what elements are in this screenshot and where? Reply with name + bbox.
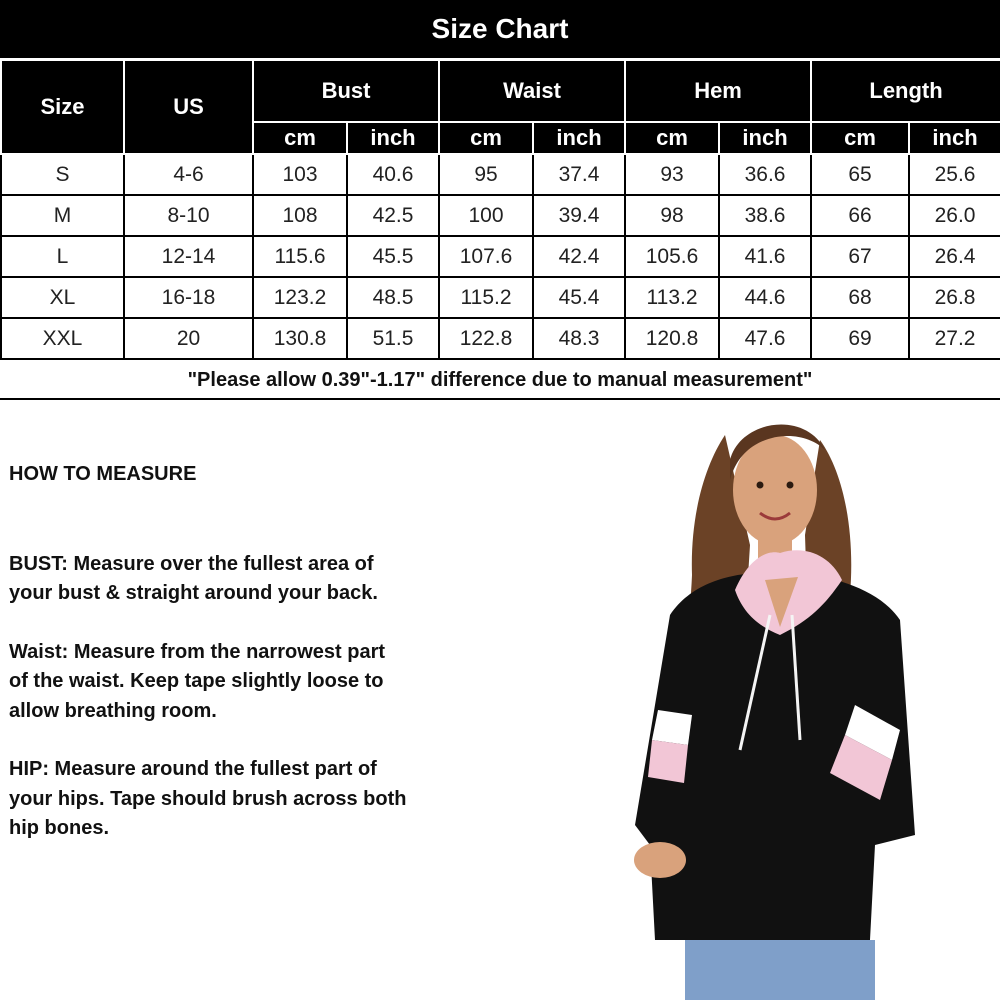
size-column-header: Size <box>1 60 124 154</box>
size-cell: XL <box>1 277 124 318</box>
us-cell: 12-14 <box>124 236 253 277</box>
value-cell: 113.2 <box>625 277 719 318</box>
value-cell: 45.5 <box>347 236 439 277</box>
unit-header: inch <box>347 122 439 154</box>
table-row <box>1 236 1000 277</box>
value-cell: 68 <box>811 277 909 318</box>
value-cell: 40.6 <box>347 154 439 195</box>
unit-header: inch <box>533 122 625 154</box>
value-cell: 48.5 <box>347 277 439 318</box>
value-cell: 67 <box>811 236 909 277</box>
table-row <box>1 277 1000 318</box>
value-cell: 38.6 <box>719 195 811 236</box>
value-cell: 37.4 <box>533 154 625 195</box>
value-cell: 123.2 <box>253 277 347 318</box>
value-cell: 42.4 <box>533 236 625 277</box>
value-cell: 42.5 <box>347 195 439 236</box>
jeans <box>685 940 875 1000</box>
table-row <box>1 195 1000 236</box>
bust-column-header: Bust <box>253 60 439 122</box>
value-cell: 115.6 <box>253 236 347 277</box>
us-cell: 20 <box>124 318 253 359</box>
sleeve-stripe-white <box>652 710 692 745</box>
value-cell: 115.2 <box>439 277 533 318</box>
value-cell: 39.4 <box>533 195 625 236</box>
how-to-measure-section <box>9 460 479 873</box>
table-row <box>1 154 1000 195</box>
value-cell: 105.6 <box>625 236 719 277</box>
how-to-measure-heading: HOW TO MEASURE <box>9 463 197 485</box>
value-cell: 45.4 <box>533 277 625 318</box>
size-cell: S <box>1 154 124 195</box>
value-cell: 95 <box>439 154 533 195</box>
value-cell: 100 <box>439 195 533 236</box>
value-cell: 51.5 <box>347 318 439 359</box>
value-cell: 44.6 <box>719 277 811 318</box>
value-cell: 93 <box>625 154 719 195</box>
table-row <box>1 318 1000 359</box>
value-cell: 41.6 <box>719 236 811 277</box>
size-cell: XXL <box>1 318 124 359</box>
hip-instruction: HIP: Measure around the fullest part of your hips. Tape should brush across both hip bones. <box>9 758 407 839</box>
value-cell: 107.6 <box>439 236 533 277</box>
size-cell: M <box>1 195 124 236</box>
us-cell: 4-6 <box>124 154 253 195</box>
sleeve-stripe-pink <box>648 740 688 783</box>
size-chart-title: Size Chart <box>0 0 1000 58</box>
value-cell: 103 <box>253 154 347 195</box>
model-photo <box>630 405 930 1000</box>
eye <box>787 482 794 489</box>
unit-header: cm <box>811 122 909 154</box>
us-cell: 16-18 <box>124 277 253 318</box>
us-cell: 8-10 <box>124 195 253 236</box>
value-cell: 122.8 <box>439 318 533 359</box>
hand <box>634 842 686 878</box>
value-cell: 27.2 <box>909 318 1000 359</box>
value-cell: 65 <box>811 154 909 195</box>
eye <box>757 482 764 489</box>
value-cell: 130.8 <box>253 318 347 359</box>
length-column-header: Length <box>811 60 1000 122</box>
us-column-header: US <box>124 60 253 154</box>
measurement-note: "Please allow 0.39"-1.17" difference due to manual measurement" <box>0 362 1000 400</box>
waist-instruction: Waist: Measure from the narrowest part of the waist. Keep tape slightly loose to allow breathing room. <box>9 640 386 722</box>
value-cell: 47.6 <box>719 318 811 359</box>
bust-instruction: BUST: Measure over the fullest area of your bust & straight around your back. <box>9 552 378 604</box>
header-row <box>1 60 1000 122</box>
value-cell: 26.0 <box>909 195 1000 236</box>
hem-column-header: Hem <box>625 60 811 122</box>
unit-header: cm <box>625 122 719 154</box>
value-cell: 48.3 <box>533 318 625 359</box>
value-cell: 26.8 <box>909 277 1000 318</box>
value-cell: 120.8 <box>625 318 719 359</box>
value-cell: 108 <box>253 195 347 236</box>
value-cell: 36.6 <box>719 154 811 195</box>
unit-header: cm <box>439 122 533 154</box>
value-cell: 25.6 <box>909 154 1000 195</box>
value-cell: 98 <box>625 195 719 236</box>
value-cell: 26.4 <box>909 236 1000 277</box>
value-cell: 66 <box>811 195 909 236</box>
value-cell: 69 <box>811 318 909 359</box>
unit-header: cm <box>253 122 347 154</box>
unit-header: inch <box>719 122 811 154</box>
unit-header: inch <box>909 122 1000 154</box>
waist-column-header: Waist <box>439 60 625 122</box>
size-cell: L <box>1 236 124 277</box>
size-table <box>0 59 1000 360</box>
